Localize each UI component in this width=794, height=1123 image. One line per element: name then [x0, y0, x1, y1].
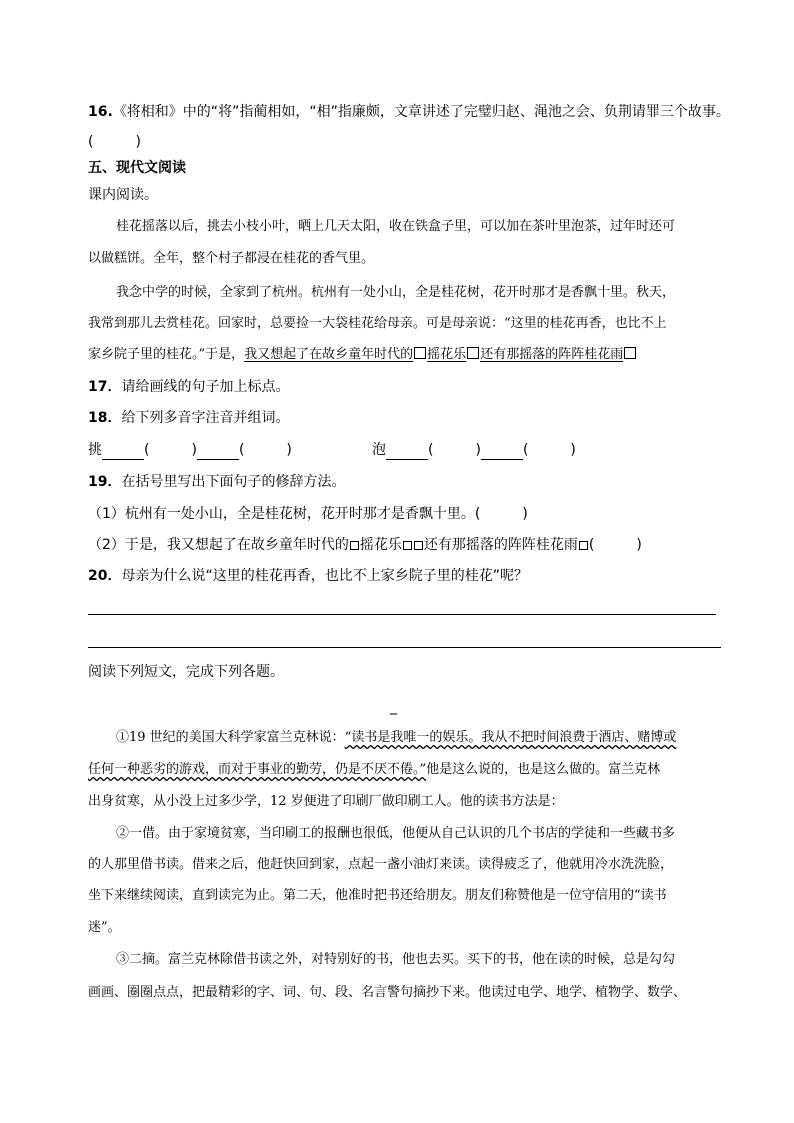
passage2-p1-line2-rest: 他是这么说的，也是这么做的。富兰克林: [426, 762, 661, 777]
passage2-p3-line1: ③二摘。富兰克林除借书读之外，对特别好的书，他也去买。买下的书，他在读的时候，总是勾勾: [116, 952, 676, 967]
q16-answer-paren[interactable]: ( ): [88, 134, 141, 150]
q18-char2: 泡: [372, 442, 386, 458]
q17-number: 17．: [88, 379, 122, 395]
underlined-part2: 摇花乐: [427, 347, 467, 362]
q19-box-1: [350, 541, 359, 550]
q18-row: [88, 440, 292, 460]
underlined-sentence: [244, 347, 637, 362]
passage2-p2-line1: ②一借。由于家境贫寒，当印刷工的报酬也很低，他便从自己认识的几个书店的学徒和一些藏书多: [116, 826, 676, 841]
punctuation-box-2[interactable]: [467, 347, 479, 359]
q18-char1: 挑: [88, 442, 102, 458]
q18-row-right: [372, 440, 576, 460]
underlined-part1: 我又想起了在故乡童年时代的: [244, 347, 414, 362]
punctuation-box-1[interactable]: [414, 347, 426, 359]
passage2-intro: 阅读下列短文，完成下列各题。: [88, 664, 284, 680]
q19-text: 在括号里写出下面句子的修辞方法。: [121, 474, 346, 490]
q18-text: 给下列多音字注音并组词。: [121, 410, 290, 426]
q18-char2-word1-blank[interactable]: [386, 445, 428, 460]
q18-char1-word1-blank[interactable]: [102, 445, 144, 460]
q20-text: 母亲为什么说“这里的桂花再香，也比不上家乡院子里的桂花”呢？: [121, 568, 528, 584]
passage2-p2-line2: 的人那里借书读。借来之后，他赶快回到家，点起一盏小油灯来读。读得疲乏了，他就用冷水洗洗脸，: [88, 857, 674, 872]
q18-char2-pinyin2-paren[interactable]: ( ): [522, 442, 576, 458]
q18-char1-word2-blank[interactable]: [197, 445, 239, 460]
passage2-p2-line4: 迷”。: [88, 920, 121, 935]
q20-line: [88, 566, 528, 586]
underlined-part3: 还有那摇落的阵阵桂花雨: [480, 347, 624, 362]
q18-number: 18．: [88, 410, 122, 426]
q18-char2-pinyin1-paren[interactable]: ( ): [428, 442, 481, 458]
passage2-title-placeholder: _: [390, 699, 397, 715]
q18-char1-pinyin2-paren[interactable]: ( ): [238, 442, 292, 458]
passage1-p2-line3: [88, 345, 637, 365]
q18-char2-word2-blank[interactable]: [481, 445, 523, 460]
q17-text: 请给画线的句子加上标点。: [121, 379, 290, 395]
passage1-p1-line2: 以做糕饼。全年，整个村子都浸在桂花的香气里。: [88, 251, 375, 266]
q20-answer-line-1[interactable]: [88, 614, 716, 615]
q19-box-4: [579, 541, 588, 550]
q19-box-3: [414, 541, 423, 550]
passage1-p2-line3-lead: 家乡院子里的桂花。”于是，: [88, 347, 245, 362]
q19-s2-part2: 摇花乐: [359, 537, 402, 553]
q19-number: 19．: [88, 474, 122, 490]
passage2-p2-line3: 坐下来继续阅读，直到读完为止。第二天，他准时把书还给朋友。朋友们称赞他是一位守信用的“读书: [88, 888, 667, 903]
passage2-p1-line2: [88, 760, 660, 780]
q19-s2-part3: 还有那摇落的阵阵桂花雨: [423, 537, 578, 553]
q19-s2-part1: （2）于是，我又想起了在故乡童年时代的: [88, 537, 349, 553]
wavy-quote-part2: 任何一种恶劣的游戏，而对于事业的勤劳，仍是不厌不倦。”: [88, 762, 427, 777]
q19-sentence2: [88, 535, 642, 555]
q18-char1-pinyin1-paren[interactable]: ( ): [144, 442, 197, 458]
q19-line: [88, 472, 345, 492]
q19-s2-paren[interactable]: ( ): [588, 537, 642, 553]
wavy-quote-part1: “读书是我唯一的娱乐。我从不把时间浪费于酒店、赌博或: [344, 730, 677, 745]
q20-number: 20．: [88, 568, 122, 584]
section-title: 五、现代文阅读: [88, 160, 186, 176]
q18-line: [88, 408, 289, 428]
q19-sentence1: （1）杭州有一处小山，全是桂花树，花开时那才是香飘十里。( ): [88, 506, 528, 522]
passage2-p1-line1-lead: ①19 世纪的美国大科学家富兰克林说：: [116, 730, 345, 745]
q19-box-2: [403, 541, 412, 550]
passage1-p2-line2: 我常到那儿去赏桂花。回家时，总要捡一大袋桂花给母亲。可是母亲说：“这里的桂花再香，也比不上: [88, 316, 667, 331]
passage2-p3-line2: 画画、圈圈点点，把最精彩的字、词、句、段、名言警句摘抄下来。他读过电学、地学、植物学、数学、: [88, 985, 687, 1000]
q17-line: [88, 377, 289, 397]
passage1-p1-line1: 桂花摇落以后，挑去小枝小叶，晒上几天太阳，收在铁盒子里，可以加在茶叶里泡茶，过年时还可: [116, 219, 676, 234]
passage2-p1-line3: 出身贫寒，从小没上过多少学，12 岁便进了印刷厂做印刷工人。他的读书方法是：: [88, 794, 564, 809]
passage1-p2-line1: 我念中学的时候，全家到了杭州。杭州有一处小山，全是桂花树，花开时那才是香飘十里。秋天，: [116, 285, 676, 300]
q16-number: 16.: [88, 104, 113, 120]
section-subtitle: 课内阅读。: [88, 187, 158, 203]
q16-text: 《将相和》中的“将”指蔺相如，“相”指廉颇，文章讲述了完璧归赵、渑池之会、负荆请罪三个故事。: [112, 104, 730, 120]
q16-line: [88, 102, 730, 122]
q20-answer-line-2[interactable]: [88, 647, 721, 648]
punctuation-box-3[interactable]: [624, 347, 636, 359]
passage2-p1-line1: [116, 728, 676, 748]
